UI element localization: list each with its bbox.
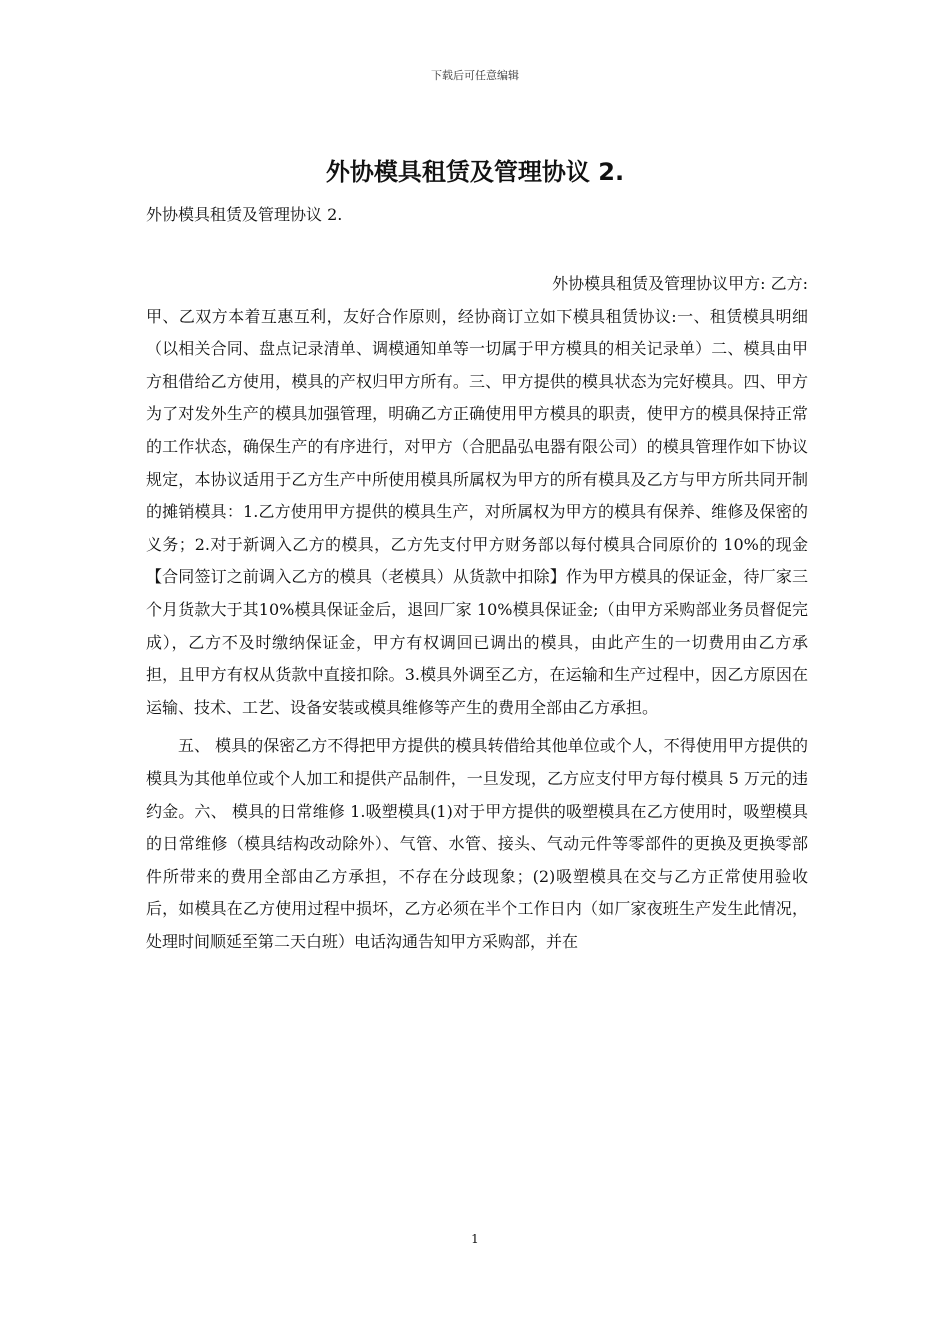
page-header: 下载后可任意编辑 [431, 69, 519, 82]
paragraph-2: 五、 模具的保密乙方不得把甲方提供的模具转借给其他单位或个人，不得使用甲方提供的模具为其他单位或个人加工和提供产品制件，一旦发现，乙方应支付甲方每付模具 5 万元的违约金。六、 模具的日常维修 1.吸塑模具(1)对于甲方提供的吸塑模具在乙方使用时，吸塑模具的日常维修（模具结构改动除外）、气管、水管、接头、气动元件等零部件的更换及更换零部件所带来的费用全部由乙方承担，不存在分歧现象；(2)吸塑模具在交与乙方正常使用验收后，如模具在乙方使用过程中损坏，乙方必须在半个工作日内（如厂家夜班生产发生此情况，处理时间顺延至第二天白班）电话沟通告知甲方采购部，并在 [146, 736, 808, 951]
document-body [146, 268, 808, 958]
document-subtitle: 外协模具租赁及管理协议 2. [146, 205, 343, 224]
parties-line: 外协模具租赁及管理协议甲方: 乙方: [552, 274, 808, 293]
document-title: 外协模具租赁及管理协议 2. [325, 158, 625, 186]
paragraph-1: 甲、乙双方本着互惠互利，友好合作原则，经协商订立如下模具租赁协议:一、租赁模具明细（以相关合同、盘点记录清单、调模通知单等一切属于甲方模具的相关记录单）二、模具由甲方租借给乙方使用，模具的产权归甲方所有。三、甲方提供的模具状态为完好模具。四、甲方为了对发外生产的模具加强管理，明确乙方正确使用甲方模具的职责，使甲方的模具保持正常的工作状态，确保生产的有序进行，对甲方（合肥晶弘电器有限公司）的模具管理作如下协议规定，本协议适用于乙方生产中所使用模具所属权为甲方的所有模具及乙方与甲方所共同开制的摊销模具：1.乙方使用甲方提供的模具生产，对所属权为甲方的模具有保养、维修及保密的义务；2.对于新调入乙方的模具，乙方先支付甲方财务部以每付模具合同原价的 10%的现金【合同签订之前调入乙方的模具（老模具）从货款中扣除】作为甲方模具的保证金，待厂家三个月货款大于其10%模具保证金后，退回厂家 10%模具保证金;（由甲方采购部业务员督促完成），乙方不及时缴纳保证金，甲方有权调回已调出的模具，由此产生的一切费用由乙方承担，且甲方有权从货款中直接扣除。3.模具外调至乙方，在运输和生产过程中，因乙方原因在运输、技术、工艺、设备安装或模具维修等产生的费用全部由乙方承担。 [146, 306, 808, 717]
page-number: 1 [471, 1232, 479, 1246]
